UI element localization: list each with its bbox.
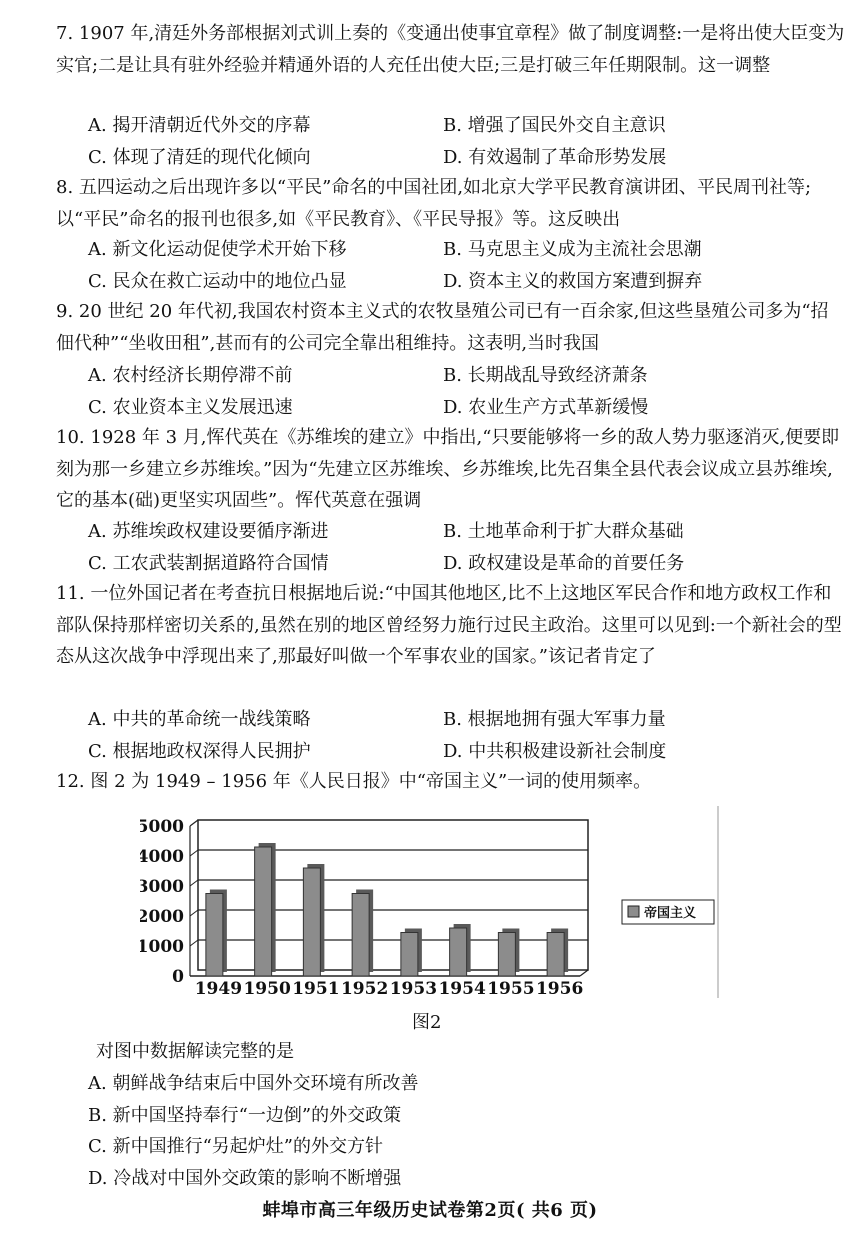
option-b[interactable]: B. 根据地拥有强大军事力量 xyxy=(443,709,666,730)
option-b[interactable]: B. 土地革命利于扩大群众基础 xyxy=(443,521,684,542)
x-tick-label: 1950 xyxy=(243,979,291,998)
gridline-depth xyxy=(190,850,198,856)
question-number: 9. xyxy=(56,301,74,322)
x-tick-label: 1956 xyxy=(535,979,584,998)
x-tick-label: 1949 xyxy=(194,979,243,998)
bar-chart-svg xyxy=(140,806,720,998)
bar xyxy=(498,933,515,977)
legend-label: 帝国主义 xyxy=(644,906,697,921)
question-number: 11. xyxy=(56,583,85,604)
option-d[interactable]: D. 农业生产方式革新缓慢 xyxy=(443,396,649,418)
question-8 xyxy=(56,172,846,235)
bar xyxy=(450,928,467,976)
question-12-options xyxy=(88,1068,828,1194)
question-7-options xyxy=(88,110,828,173)
question-stem: 一位外国记者在考查抗日根据地后说:“中国其他地区,比不上这地区军民合作和地方政权工作和部队保持那样密切关系的,虽然在别的地区曾经努力施行过民主政治。这里可以见到:一个新社会的型态从这次战争中浮现出来了,那最好叫做一个军事农业的国家。”该记者肯定了 xyxy=(56,583,842,667)
question-number: 8. xyxy=(56,177,74,198)
option-d[interactable]: D. 中共积极建设新社会制度 xyxy=(443,740,667,762)
question-11-options xyxy=(88,704,828,767)
option-c[interactable]: C. 根据地政权深得人民拥护 xyxy=(88,740,311,762)
bar xyxy=(303,868,320,976)
bar xyxy=(206,894,223,977)
y-tick-label: 2000 xyxy=(140,907,184,927)
option-c[interactable]: C. 工农武装割据道路符合国情 xyxy=(88,552,329,574)
question-number: 12. xyxy=(56,771,85,792)
y-tick-label: 0 xyxy=(172,967,184,987)
x-tick-label: 1951 xyxy=(292,979,340,998)
question-9 xyxy=(56,296,846,359)
figure-caption: 图2 xyxy=(412,1012,442,1033)
question-stem: 五四运动之后出现许多以“平民”命名的中国社团,如北京大学平民教育演讲团、平民周刊社等;以“平民”命名的报刊也很多,如《平民教育》、《平民导报》等。这反映出 xyxy=(56,177,812,230)
option-d[interactable]: D. 有效遏制了革命形势发展 xyxy=(443,146,667,168)
depth-edge-top xyxy=(190,820,198,826)
question-stem: 1928 年 3 月,恽代英在《苏维埃的建立》中指出,“只要能够将一乡的敌人势力驱逐消灭,便要即刻为那一乡建立乡苏维埃。”因为“先建立区苏维埃、乡苏维埃,比先召集全县代表会议成立县苏维埃,它的基本(础)更坚实巩固些”。恽代英意在强调 xyxy=(56,427,840,511)
x-tick-label: 1952 xyxy=(340,979,389,998)
y-tick-label: 3000 xyxy=(140,877,184,897)
option-a[interactable]: A. 新文化运动促使学术开始下移 xyxy=(88,239,347,260)
option-b[interactable]: B. 长期战乱导致经济萧条 xyxy=(443,365,648,386)
x-tick-label: 1953 xyxy=(389,979,438,998)
question-7 xyxy=(56,18,846,81)
y-tick-label: 5000 xyxy=(140,817,184,837)
option-c[interactable]: C. 民众在救亡运动中的地位凸显 xyxy=(88,270,347,292)
option-a[interactable]: A. 揭开清朝近代外交的序幕 xyxy=(88,115,311,136)
option-b[interactable]: B. 新中国坚持奉行“一边倒”的外交政策 xyxy=(88,1104,402,1126)
question-8-options xyxy=(88,234,828,297)
option-c[interactable]: C. 农业资本主义发展迅速 xyxy=(88,396,293,418)
gridline-depth xyxy=(190,910,198,916)
bar xyxy=(547,933,564,977)
floor-edge-right xyxy=(580,970,588,976)
question-stem: 图 2 为 1949 – 1956 年《人民日报》中“帝国主义”一词的使用频率。 xyxy=(90,771,652,792)
page-footer: 蚌埠市高三年级历史试卷第2页( 共6 页) xyxy=(262,1200,598,1221)
bar xyxy=(255,847,272,976)
question-12-subprompt: 对图中数据解读完整的是 xyxy=(96,1041,294,1062)
question-10 xyxy=(56,422,846,517)
gridline-depth xyxy=(190,940,198,946)
question-stem: 1907 年,清廷外务部根据刘式训上奏的《变通出使事宜章程》做了制度调整:一是将出使大臣变为实官;二是让具有驻外经验并精通外语的人充任出使大臣;三是打破三年任期限制。这一调整 xyxy=(56,23,845,76)
question-9-options xyxy=(88,360,828,423)
x-tick-label: 1954 xyxy=(438,979,486,998)
option-c[interactable]: C. 新中国推行“另起炉灶”的外交方针 xyxy=(88,1136,383,1157)
y-tick-label: 4000 xyxy=(140,847,184,867)
option-d[interactable]: D. 政权建设是革命的首要任务 xyxy=(443,552,685,574)
bar xyxy=(401,933,418,977)
option-d[interactable]: D. 冷战对中国外交政策的影响不断增强 xyxy=(88,1167,402,1189)
question-number: 7. xyxy=(56,23,74,44)
option-a[interactable]: A. 苏维埃政权建设要循序渐进 xyxy=(88,521,329,542)
option-b[interactable]: B. 增强了国民外交自主意识 xyxy=(443,115,666,136)
x-tick-label: 1955 xyxy=(487,979,535,998)
y-tick-label: 1000 xyxy=(140,937,184,957)
question-stem: 20 世纪 20 年代初,我国农村资本主义式的农牧垦殖公司已有一百余家,但这些垦殖公司多为“招佃代种”“坐收田租”,甚而有的公司完全靠出租维持。这表明,当时我国 xyxy=(56,301,829,354)
option-b[interactable]: B. 马克思主义成为主流社会思潮 xyxy=(443,239,702,260)
option-c[interactable]: C. 体现了清廷的现代化倾向 xyxy=(88,146,311,168)
legend-swatch xyxy=(628,906,639,917)
bar xyxy=(352,894,369,977)
option-a[interactable]: A. 朝鲜战争结束后中国外交环境有所改善 xyxy=(88,1073,419,1094)
option-a[interactable]: A. 农村经济长期停滞不前 xyxy=(88,365,293,386)
gridline-depth xyxy=(190,880,198,886)
question-10-options xyxy=(88,516,828,579)
option-d[interactable]: D. 资本主义的救国方案遭到摒弃 xyxy=(443,270,703,292)
bar-chart xyxy=(140,806,720,998)
question-12 xyxy=(56,766,846,798)
option-a[interactable]: A. 中共的革命统一战线策略 xyxy=(88,709,311,730)
question-11 xyxy=(56,578,846,673)
question-number: 10. xyxy=(56,427,85,448)
